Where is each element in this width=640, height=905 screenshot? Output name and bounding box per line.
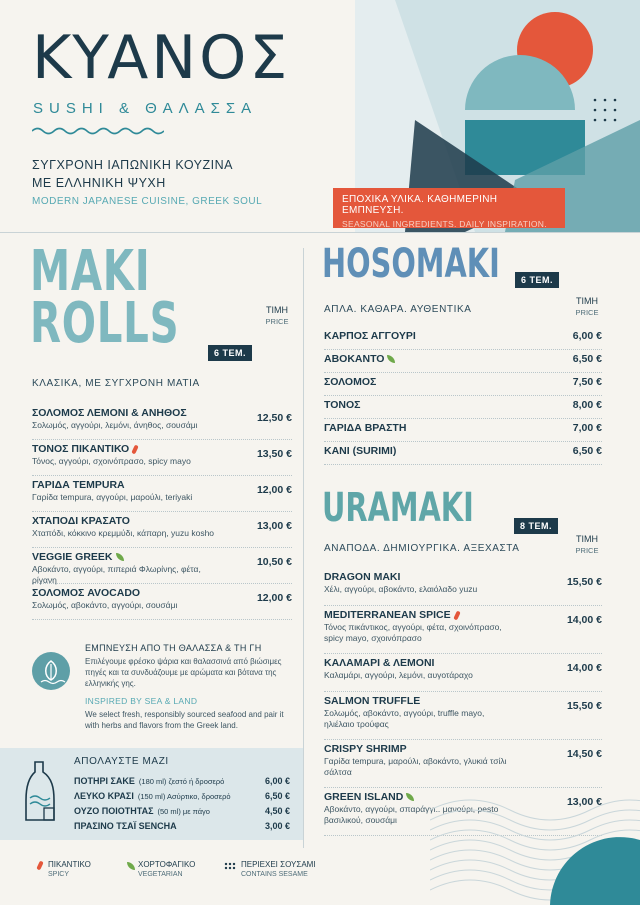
banner-english: SEASONAL INGREDIENTS. DAILY INSPIRATION. — [342, 219, 547, 229]
item-name — [324, 445, 602, 457]
item-description: Χέλι, αγγούρι, αβοκάντο, ελαιόλαδο yuzu — [324, 584, 478, 594]
menu-item — [324, 654, 602, 692]
item-price: 12,50 € — [256, 412, 292, 424]
price-header-en: PRICE — [575, 546, 599, 555]
logo-subtitle: SUSHI & ΘΑΛΑΣΣΑ — [33, 100, 258, 117]
drink-item — [74, 821, 290, 836]
drink-name: ΠΟΤΗΡΙ ΣΑΚΕ — [74, 776, 135, 786]
hosomaki-list — [324, 327, 602, 465]
item-description: Καλαμάρι, αγγούρι, λεμόνι, αυγοτάραχο — [324, 670, 473, 680]
legend-spicy — [48, 860, 91, 880]
menu-item — [324, 606, 602, 654]
item-price: 13,00 € — [566, 796, 602, 808]
legend-sesame-gr: ΠΕΡΙΕΧΕΙ ΣΟΥΣΑΜΙ — [241, 860, 316, 869]
item-name-text: ΣΟΛΟΜΟΣ — [324, 376, 377, 388]
item-name-text: ΓΑΡΙΔΑ TEMPURA — [32, 479, 125, 491]
item-name-text: GREEN ISLAND — [324, 791, 404, 803]
item-price: 15,50 € — [566, 700, 602, 712]
maki-list — [32, 404, 292, 620]
wave-pattern-icon — [430, 770, 640, 905]
drink-name: ΠΡΑΣΙΝΟ ΤΣΑΪ SENCHA — [74, 821, 177, 831]
legend-veg-en: VEGETARIAN — [138, 871, 183, 878]
item-name-text: ΣΟΛΟΜΟΣ ΛΕΜΟΝΙ & ΑΝΗΘΟΣ — [32, 407, 187, 419]
item-price: 14,00 € — [566, 662, 602, 674]
menu-item — [32, 512, 292, 548]
legend-veg-gr: ΧΟΡΤΟΦΑΓΙΚΟ — [138, 860, 196, 869]
item-name — [324, 743, 602, 755]
item-name — [32, 407, 292, 419]
menu-item — [32, 584, 292, 620]
price-header-gr: ΤΙΜΗ — [576, 534, 598, 544]
drink-name: ΛΕΥΚΟ ΚΡΑΣΙ — [74, 791, 134, 801]
item-price: 13,50 € — [256, 448, 292, 460]
hosomaki-pieces-badge: 6 ΤΕΜ. — [515, 272, 559, 288]
hosomaki-subtitle: ΑΠΛΑ. ΚΑΘΑΡΑ. ΑΥΘΕΝΤΙΚΑ — [324, 304, 472, 315]
menu-item — [32, 548, 292, 584]
item-name — [32, 587, 292, 599]
item-description: Αβοκάντο, αγγούρι, σπαράγγι.. μανούρι, pesto βασιλικού, σουσάμι — [324, 804, 499, 825]
item-name-text: ΓΑΡΙΔΑ ΒΡΑΣΤΗ — [324, 422, 407, 434]
item-description: Σολωμός, αβοκάντο, αγγούρι, σουσάμι — [32, 600, 178, 610]
item-price: 10,50 € — [256, 556, 292, 568]
menu-item — [32, 404, 292, 440]
drink-price: 6,00 € — [264, 776, 290, 786]
drink-quantity: (50 ml) με πάγο — [157, 807, 210, 816]
sourcing-info — [85, 643, 295, 731]
leaf-icon — [127, 862, 135, 870]
item-name-text: ΤΟΝΟΣ ΠΙΚΑΝΤΙΚΟ — [32, 443, 130, 455]
leaf-icon — [406, 793, 414, 801]
legend-sesame-en: CONTAINS SESAME — [241, 871, 308, 878]
item-name-text: DRAGON MAKI — [324, 571, 401, 583]
item-name — [32, 515, 292, 527]
item-name — [324, 353, 602, 365]
maki-price-header — [255, 305, 299, 327]
legend-vegetarian — [138, 860, 195, 880]
maki-title — [30, 239, 180, 356]
drink-item — [74, 776, 290, 791]
item-price: 14,50 € — [566, 748, 602, 760]
legend-sesame — [241, 860, 316, 880]
item-description: Σολωμός, αγγούρι, λεμόνι, άνηθος, σουσάμι — [32, 420, 198, 430]
drinks-title: ΑΠΟΛΑΥΣΤΕ ΜΑΖΙ — [74, 756, 169, 767]
item-name-text: SALMON TRUFFLE — [324, 695, 421, 707]
tagline-greek — [32, 156, 233, 192]
drink-price: 6,50 € — [264, 791, 290, 801]
price-header-gr: ΤΙΜΗ — [266, 305, 288, 315]
drink-quantity: (180 ml) ζεστό ή δροσερό — [138, 777, 225, 786]
item-name-text: ΑΒΟΚΑΝΤΟ — [324, 353, 385, 365]
leaf-icon — [387, 355, 395, 363]
header-divider — [0, 232, 640, 233]
hosomaki-title: HOSOMAKI — [322, 241, 500, 287]
item-price: 13,00 € — [256, 520, 292, 532]
uramaki-pieces-badge: 8 ΤΕΜ. — [514, 518, 558, 534]
sea-land-emblem — [32, 652, 70, 690]
maki-pieces-badge: 6 ΤΕΜ. — [208, 345, 252, 361]
banner — [333, 188, 565, 228]
item-name-text: KANI (SURIMI) — [324, 445, 397, 457]
tagline-line-2: ΜΕ ΕΛΛΗΝΙΚΗ ΨΥΧΗ — [32, 176, 166, 190]
sake-bottle-icon — [22, 760, 58, 824]
info-title-en: INSPIRED BY SEA & LAND — [85, 696, 198, 706]
tagline-english: MODERN JAPANESE CUISINE, GREEK SOUL — [32, 196, 263, 207]
menu-item — [32, 476, 292, 512]
drink-item — [74, 806, 290, 821]
item-name-text: ΤΟΝΟΣ — [324, 399, 361, 411]
drink-price: 4,50 € — [264, 806, 290, 816]
item-price: 6,00 € — [572, 330, 602, 342]
price-header-en: PRICE — [265, 317, 289, 326]
menu-item — [324, 396, 602, 419]
item-name-text: ΧΤΑΠΟΔΙ ΚΡΑΣΑΤΟ — [32, 515, 130, 527]
item-name-text: MEDITERRANEAN SPICE — [324, 609, 451, 621]
drink-quantity: (150 ml) Ασύρτικο, δροσερό — [137, 792, 231, 801]
maki-title-line-1: MAKI — [30, 239, 151, 304]
item-name-text: ΚΑΡΠΟΣ ΑΓΓΟΥΡΙ — [324, 330, 416, 342]
info-text-en: We select fresh, responsibly sourced seafood and pair it with herbs and flavors from the Greek land. — [85, 710, 284, 730]
uramaki-subtitle: ΑΝΑΠΟΔΑ. ΔΗΜΙΟΥΡΓΙΚΑ. ΑΞΕΧΑΣΤΑ — [324, 543, 520, 554]
banner-greek: ΕΠΟΧΙΚΑ ΥΛΙΚΑ. ΚΑΘΗΜΕΡΙΝΗ ΕΜΠΝΕΥΣΗ. — [342, 194, 498, 216]
item-name-text: ΣΟΛΟΜΟΣ AVOCADO — [32, 587, 141, 599]
item-name — [324, 399, 602, 411]
sesame-dots-icon — [224, 862, 236, 870]
item-description: Τόνος, αγγούρι, σχοινόπρασο, spicy mayo — [32, 456, 191, 466]
item-price: 8,00 € — [572, 399, 602, 411]
item-price: 12,00 € — [256, 592, 292, 604]
item-price: 6,50 € — [572, 353, 602, 365]
menu-item — [324, 442, 602, 465]
uramaki-price-header — [566, 534, 608, 556]
info-text-gr: Επιλέγουμε φρέσκο ψάρια και θαλασσινά από βιώσιμες πηγές και τα συνδυάζουμε με αρώματα και βότανα της ελληνικής γης. — [85, 657, 282, 688]
item-name — [324, 571, 602, 583]
info-title-gr: ΕΜΠΝΕΥΣΗ ΑΠΟ ΤΗ ΘΑΛΑΣΣΑ & ΤΗ ΓΗ — [85, 643, 262, 653]
menu-item — [324, 419, 602, 442]
chili-icon — [453, 610, 460, 620]
item-description: Αβοκάντο, αγγούρι, πιπεριά Φλωρίνης, φέτα, ρίγανη — [32, 564, 201, 585]
drink-item — [74, 791, 290, 806]
item-name — [324, 657, 602, 669]
item-description: Γαρίδα tempura, αγγούρι, μαρούλι, teriyaki — [32, 492, 193, 502]
menu-item — [324, 350, 602, 373]
item-name — [324, 695, 602, 707]
item-name — [324, 422, 602, 434]
item-name-text: VEGGIE GREEK — [32, 551, 113, 563]
item-price: 12,00 € — [256, 484, 292, 496]
menu-item — [324, 327, 602, 350]
item-name — [32, 551, 292, 563]
item-name — [324, 376, 602, 388]
tagline-line-1: ΣΥΓΧΡΟΝΗ ΙΑΠΩΝΙΚΗ ΚΟΥΖΙΝΑ — [32, 158, 233, 172]
price-header-gr: ΤΙΜΗ — [576, 296, 598, 306]
menu-item — [324, 373, 602, 396]
logo: KYANOΣ — [32, 23, 291, 93]
item-description: Γαρίδα tempura, μαρούλι, αβοκάντο, γλυκιά τσίλι σάλτσα — [324, 756, 507, 777]
item-name-text: ΚΑΛΑΜΑΡΙ & ΛΕΜΟΝΙ — [324, 657, 435, 669]
item-description: Χταπόδι, κόκκινο κρεμμύδι, κάπαρη, yuzu kosho — [32, 528, 215, 538]
item-name-text: CRISPY SHRIMP — [324, 743, 407, 755]
leaf-icon — [116, 553, 124, 561]
legend — [34, 860, 334, 882]
item-name — [324, 330, 602, 342]
menu-item — [32, 440, 292, 476]
maki-title-line-2: ROLLS — [30, 290, 180, 356]
item-price: 15,50 € — [566, 576, 602, 588]
item-price: 6,50 € — [572, 445, 602, 457]
drinks-list — [74, 776, 290, 836]
uramaki-title: URAMAKI — [322, 485, 474, 531]
item-description: Σολωμός, αβοκάντο, αγγούρι, truffle mayo, ηλιέλαιο τρούφας — [324, 708, 485, 729]
item-price: 14,00 € — [566, 614, 602, 626]
drinks-panel — [0, 748, 303, 840]
item-description: Τόνος πικάντικος, αγγούρι, φέτα, σχοινόπρασο, spicy mayo, σχοινόπρασο — [324, 622, 502, 643]
drink-price: 3,00 € — [264, 821, 290, 831]
item-name — [32, 443, 292, 455]
menu-item — [324, 692, 602, 740]
chili-icon — [132, 444, 139, 454]
maki-subtitle: ΚΛΑΣΙΚΑ, ΜΕ ΣΥΓΧΡΟΝΗ ΜΑΤΙΑ — [32, 378, 200, 389]
item-price: 7,00 € — [572, 422, 602, 434]
item-name — [32, 479, 292, 491]
legend-spicy-en: SPICY — [48, 871, 70, 878]
item-price: 7,50 € — [572, 376, 602, 388]
drink-name: ΟΥΖΟ ΠΟΙΟΤΗΤΑΣ — [74, 806, 154, 816]
menu-item — [324, 568, 602, 606]
column-divider — [303, 248, 304, 848]
wave-ornament-icon — [32, 126, 164, 136]
price-header-en: PRICE — [575, 308, 599, 317]
item-name — [324, 609, 602, 621]
chili-icon — [36, 861, 43, 871]
hosomaki-price-header — [566, 296, 608, 318]
leaf-wave-icon — [32, 652, 70, 690]
legend-spicy-gr: ΠΙΚΑΝΤΙΚΟ — [48, 860, 91, 869]
